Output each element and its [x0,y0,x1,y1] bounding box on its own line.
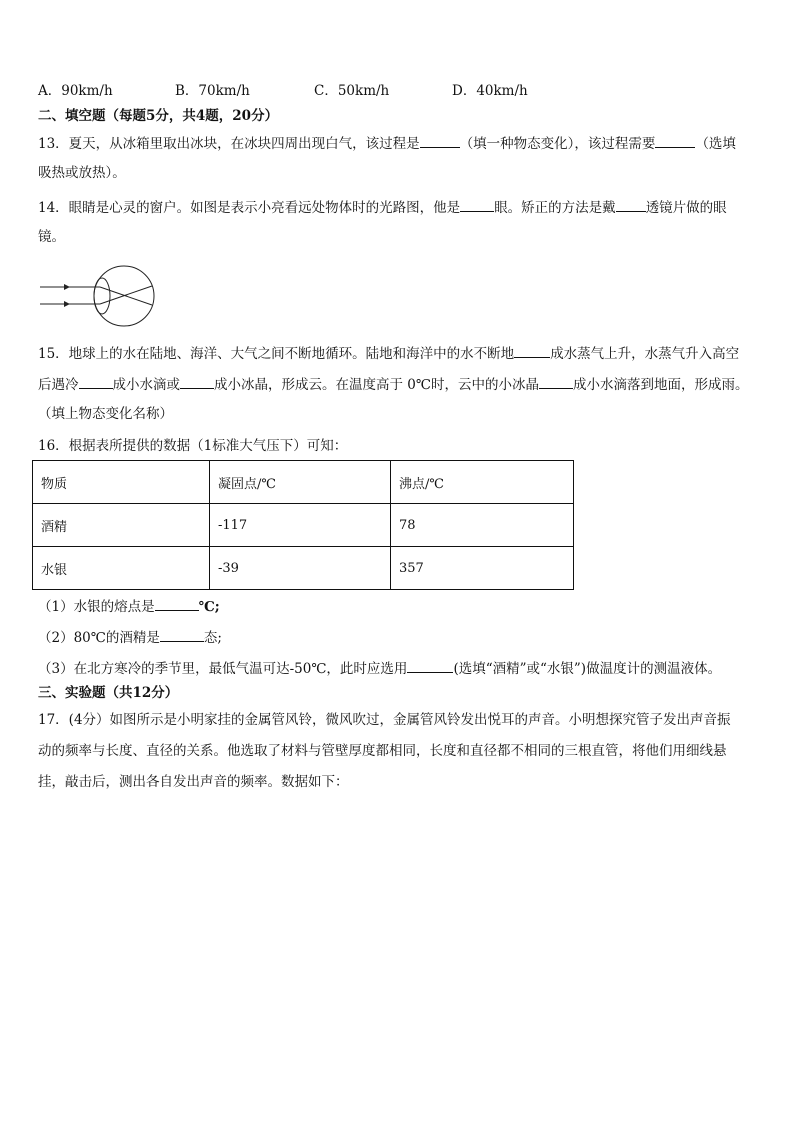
q16-sub2 [38,627,222,647]
q15-blank-1 [514,343,550,358]
arrow-upper [64,284,70,290]
table-header-row [33,461,574,504]
q14-line2: 镜。 [38,229,65,245]
q16-sub1 [38,596,220,616]
table-row [33,504,574,547]
q15-line1 [38,343,739,363]
q16-blank-3 [407,658,453,673]
q14-blank-1 [460,197,494,212]
q17-line1: 17．(4分）如图所示是小明家挂的金属管风铃，微风吹过，金属管风铃发出悦耳的声音。小明想探究管子发出声音振 [38,712,731,728]
q15-blank-4 [539,374,573,389]
option-d: D．40km/h [452,83,528,99]
q13-text-3: （选填 [695,136,736,152]
table-cell: 酒精 [33,504,210,547]
section-3-heading: 三、实验题（共12分） [38,685,179,701]
q13-text-1: 13．夏天，从冰箱里取出冰块，在冰块四周出现白气，该过程是 [38,136,420,152]
option-a: A．90km/h [38,83,113,99]
q14-text-3: 透镜片做的眼 [645,200,727,216]
q16-sub3 [38,658,721,678]
q13-blank-1 [420,133,460,148]
ray-upper-refracted [100,287,152,305]
q14-line1 [38,197,727,217]
q13-text-2: （填一种物态变化），该过程需要 [459,136,656,152]
q14-text-1: 14．眼睛是心灵的窗户。如图是表示小亮看远处物体时的光路图，他是 [38,200,461,216]
q15-text-2: 成水蒸气上升，水蒸气升入高空 [550,346,740,362]
option-c: C．50km/h [314,83,390,99]
q17-line2: 动的频率与长度、直径的关系。他选取了材料与管壁厚度都相同，长度和直径都不相同的三根直管，将他们用细线悬 [38,743,727,759]
q15-text-1: 15．地球上的水在陆地、海洋、大气之间不断地循环。陆地和海洋中的水不断地 [38,346,515,362]
q15-text-3: 后遇冷 [38,377,79,393]
q13-line1 [38,133,736,153]
lens-outline [94,278,110,314]
q15-text-5: 成小冰晶，形成云。在温度高于 0℃时，云中的小冰晶 [214,377,539,393]
q16-sub3-text: （3）在北方寒冷的季节里，最低气温可达-50℃，此时应选用 [38,661,408,677]
table-cell: 水银 [33,547,210,590]
q15-line3: （填上物态变化名称） [38,406,173,422]
q15-text-6: 成小水滴落到地面，形成雨。 [572,377,749,393]
q17-line3: 挂，敲击后，测出各自发出声音的频率。数据如下： [38,774,349,790]
q15-line2 [38,374,748,394]
arrow-lower [64,301,70,307]
melting-boiling-table [32,460,574,590]
q15-blank-3 [180,374,214,389]
table-header-cell: 凝固点/℃ [210,461,391,504]
q14-blank-2 [616,197,646,212]
q16-sub3-tail: (选填“酒精”或“水银”)做温度计的测温液体。 [453,661,722,677]
q16-blank-1 [155,596,199,611]
q13-line2: 吸热或放热）。 [38,165,126,181]
table-header-cell: 物质 [33,461,210,504]
table-row [33,547,574,590]
table-cell: -117 [210,504,391,547]
eye-ray-diagram [38,258,158,334]
table-cell: 78 [391,504,574,547]
q16-intro: 16．根据表所提供的数据（1标准大气压下）可知： [38,438,348,454]
q16-sub1-unit: ℃; [198,599,220,615]
q16-sub2-text: （2）80℃的酒精是 [38,630,160,646]
q15-text-4: 成小水滴或 [112,377,180,393]
q16-sub2-unit: 态; [203,630,222,646]
ray-lower-refracted [100,286,152,304]
section-2-heading: 二、填空题（每题5分，共4题，20分） [38,108,279,124]
q16-blank-2 [160,627,204,642]
q15-blank-2 [79,374,113,389]
table-header-cell: 沸点/℃ [391,461,574,504]
q16-sub1-text: （1）水银的熔点是 [38,599,155,615]
table-cell: 357 [391,547,574,590]
table-cell: -39 [210,547,391,590]
q14-text-2: 眼。矫正的方法是戴 [494,200,616,216]
option-b: B．70km/h [175,83,250,99]
q13-blank-2 [655,133,695,148]
